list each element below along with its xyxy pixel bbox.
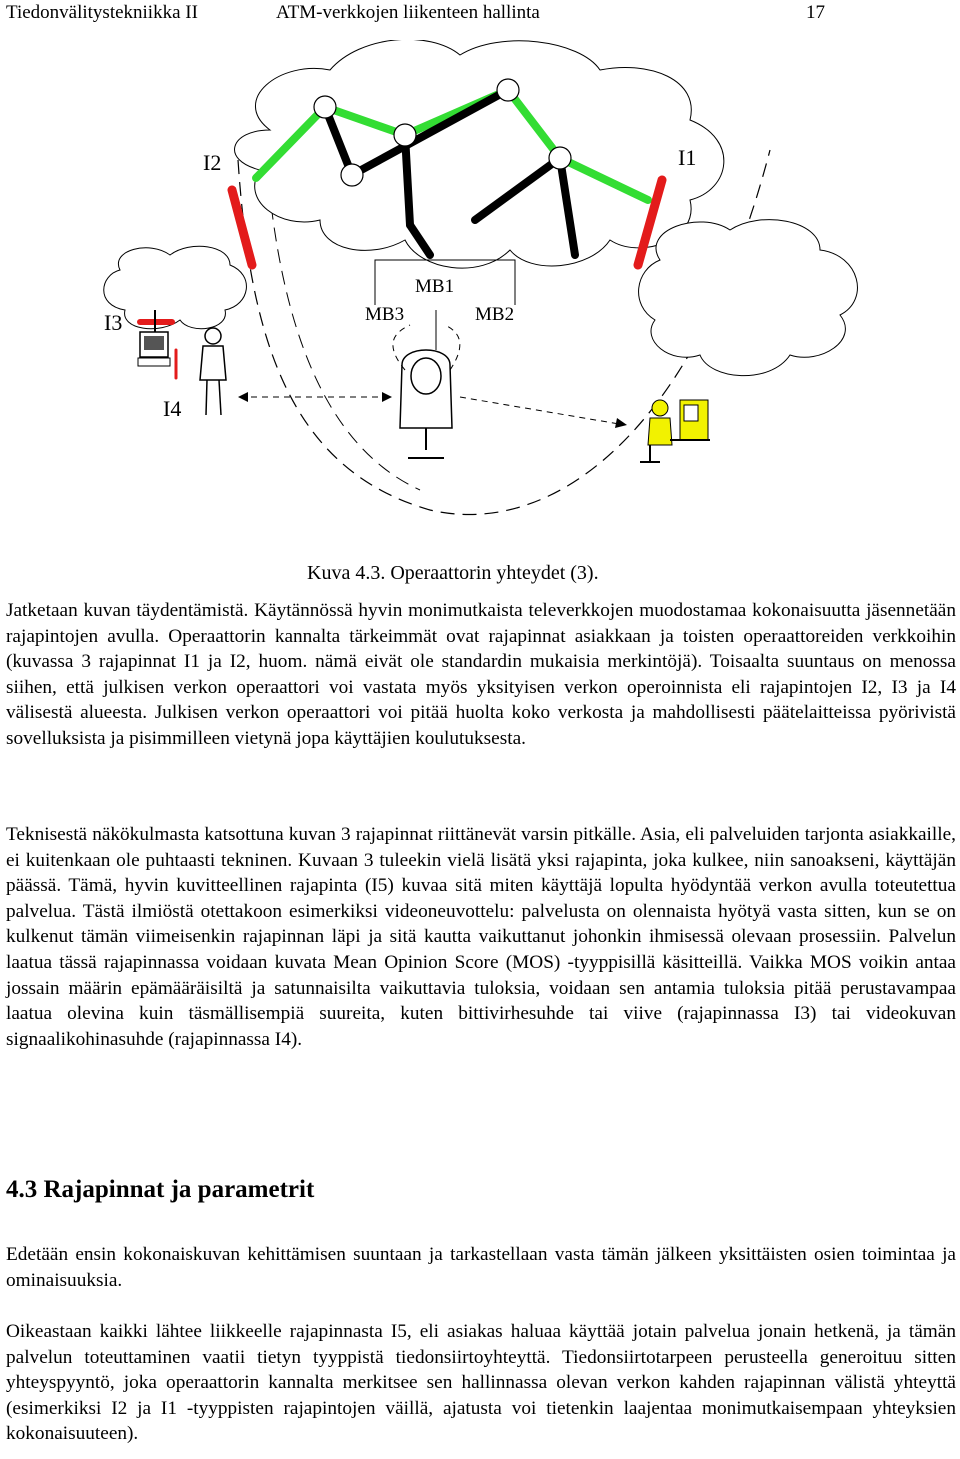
interface-i2-marker — [232, 190, 252, 265]
standing-person-icon — [200, 328, 226, 415]
arrowhead — [615, 418, 627, 428]
node — [314, 96, 336, 118]
figure-caption: Kuva 4.3. Operaattorin yhteydet (3). — [307, 562, 599, 584]
paragraph: Jatketaan kuvan täydentämistä. Käytännössä hyvin monimutkaista televerkkojen muodostamaa kokonaisuutta jäsennetään rajapintojen avulla. Operaattorin kannalta tärkeimmät ovat rajapinnat asiakkaan ja toisten operaattoreiden verkkoihin (kuvassa 3 rajapinnat I1 ja I2, huom. nämä eivät ole standardin mukaisia merkintöjä). Toisaalta suuntaus on menossa siihen, että julkisen verkon operaattori voi vastata myös yksityisen verkon operoinnista eli rajapintojen I2, I3 ja I4 välisestä alueesta. Julkisen verkon operaattori voi pitää huolta koko verkosta ja mahdollisesti päätelaitteissa pyörivistä sovelluksista ja pisimmilleen vietynä jopa käyttäjien koulutuksesta. — [6, 600, 956, 749]
node — [549, 147, 571, 169]
operator-user-icon — [400, 350, 452, 458]
node — [394, 124, 416, 146]
section-heading: 4.3 Rajapinnat ja parametrit — [6, 1176, 315, 1203]
label-i4: I4 — [163, 396, 182, 421]
arrowhead — [238, 392, 248, 402]
header-title: ATM-verkkojen liikenteen hallinta — [276, 2, 540, 23]
paragraph: Oikeastaan kaikki lähtee liikkeelle rajapinnasta I5, eli asiakas haluaa käyttää jotain palvelua jonain hetkenä, ja tämän palvelun toteuttaminen vaatii tietyn tyyppistä tiedonsiirtoyhteyttä. Tiedonsiirtotarpeen perusteella generoituu sitten yhteyspyyntö, joka operaattorin kannalta merkitsee sen hallinnassa olevan verkon kahden rajapinnan välistä yhteyttä (esimerkiksi I2 ja I1 -tyyppisten rajapintojen väillä, ajatusta voi tietenkin laajentaa monimutkaisempaan yhteyksien kokonaisuuteen). — [6, 1321, 956, 1445]
right-cloud — [639, 220, 858, 376]
node — [341, 164, 363, 186]
label-i3: I3 — [104, 310, 123, 335]
arrowhead — [382, 392, 392, 402]
left-cloud — [104, 246, 247, 328]
paragraph: Edetään ensin kokonaiskuvan kehittämisen suuntaan ja tarkastellaan vasta tämän jälkeen yksittäisten osien toimintaa ja ominaisuuksia. — [6, 1244, 956, 1291]
node — [497, 79, 519, 101]
network-diagram — [0, 40, 960, 540]
link-black — [405, 135, 410, 225]
label-mb2: MB2 — [475, 304, 515, 325]
page-number: 17 — [806, 2, 825, 23]
header-course: Tiedonvälitystekniikka II — [6, 2, 198, 23]
end-user-icon — [640, 400, 710, 462]
paragraph: Teknisestä näkökulmasta katsottuna kuvan 3 rajapinnat riittänevät varsin pitkälle. Asia, eli palveluiden tarjonta asiakkaille, ei kuitenkaan ole puhtaasti tekninen. Kuvaan 3 tuleekin vielä lisätä yksi rajapinta, joka kulkee, niin sanoakseni, käyttäjän päässä. Tämä, hyvin kuvitteellinen rajapinta (I5) kuvaa sitä miten käyttäjä lopulta hyödyntää verkon avulla toteutettua palvelua. Tästä ilmiöstä otettakoon esimerkiksi videoneuvottelu: palvelusta on olennaista hyötyä vasta sitten, kun se on kulkenut tämän viimeisenkin rajapinnan läpi ja sitä kautta vaikuttanut johonkin ihmisessä olevaan prosessiin. Palvelun laatua tässä rajapinnassa voidaan kuvata Mean Opinion Score (MOS) -tyyppisillä käsitteillä. Vaikka MOS voikin antaa jossain määrin epämääräisiltä ja satunnaisilta vaikuttavia tuloksia, voidaan sen antamia tuloksia pitää perustavampaa laatua olevina kuin täsmällisempiä suureita, kuten bittivirhesuhde tai viive (rajapinnassa I3) tai videokuvan signaalikohinasuhde (rajapinnassa I4). — [6, 824, 956, 1050]
computer-terminal-icon — [138, 332, 170, 366]
label-mb1: MB1 — [415, 276, 455, 297]
label-i2: I2 — [203, 150, 222, 175]
label-mb3: MB3 — [365, 304, 405, 325]
label-i1: I1 — [678, 145, 697, 170]
